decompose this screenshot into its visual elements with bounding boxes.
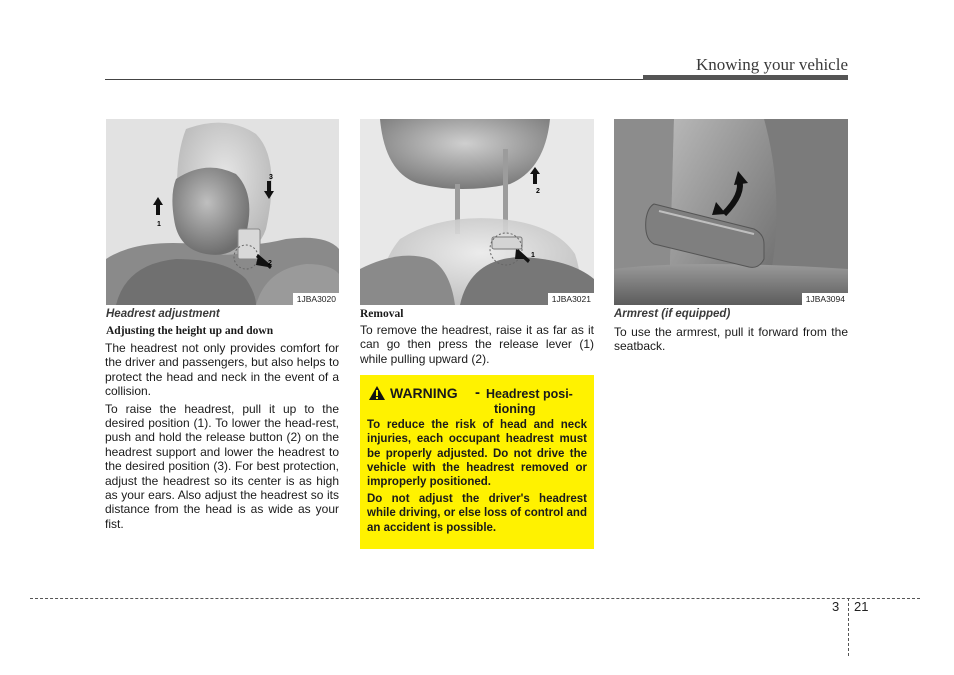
section-title: Knowing your vehicle xyxy=(695,55,848,74)
figure-code: 1JBA3021 xyxy=(548,293,594,305)
figure1-callout-1: 1 xyxy=(157,221,161,228)
col1-body xyxy=(105,341,339,531)
armrest-caption: Armrest (if equipped) xyxy=(614,308,731,320)
headrest-removal-figure xyxy=(360,119,594,305)
warning-paragraph-2: Do not adjust the driver's headrest while driving, or else loss of control and an accident is possible. xyxy=(367,493,587,534)
headrest-adjustment-figure xyxy=(106,119,339,305)
warning-triangle-icon xyxy=(368,385,386,401)
warning-dash: - xyxy=(475,384,480,401)
headrest-adjustment-caption: Headrest adjustment xyxy=(106,308,220,320)
col1-paragraph-1: The headrest not only provides comfort for the driver and passengers, but also helps to protect the head and neck in the event of a collision. xyxy=(105,341,339,399)
footer-divider xyxy=(848,598,849,656)
header-bar xyxy=(643,75,848,80)
armrest-figure xyxy=(614,119,848,305)
warning-box xyxy=(360,375,594,549)
page-number: 21 xyxy=(854,599,869,614)
figure1-callout-3: 3 xyxy=(269,174,273,181)
removal-paragraph: To remove the headrest, raise it as far as it can go then press the release lever (1) while pulling upward (2). xyxy=(360,323,594,366)
col1-paragraph-2: To raise the headrest, pull it up to the desired position (1). To lower the head-rest, push and hold the release button (2) on the headrest support and lower the headrest to the desired position (3). For best protection, adjust the headrest so its center is as high as your ears. Also adjust the headrest so its distance from the head is as wide as your fist. xyxy=(105,401,339,531)
armrest-paragraph: To use the armrest, pull it forward from the seatback. xyxy=(614,325,848,354)
figure1-callout-2: 2 xyxy=(268,260,272,267)
figure2-callout-2: 2 xyxy=(536,188,540,195)
chapter-number: 3 xyxy=(832,599,840,614)
warning-paragraph-1: To reduce the risk of head and neck injuries, each occupant headrest must be properly adjusted. Do not drive the vehicle with the headrest removed or improperly positioned. xyxy=(367,419,587,489)
removal-subheading: Removal xyxy=(360,308,404,320)
figure-code: 1JBA3020 xyxy=(293,293,339,305)
figure-code: 1JBA3094 xyxy=(802,293,848,305)
warning-label: WARNING xyxy=(390,385,458,401)
warning-topic: Headrest posi- tioning xyxy=(486,387,573,416)
figure2-callout-1: 1 xyxy=(531,252,535,259)
height-adjust-subheading: Adjusting the height up and down xyxy=(106,325,274,337)
footer-rule xyxy=(30,598,920,599)
